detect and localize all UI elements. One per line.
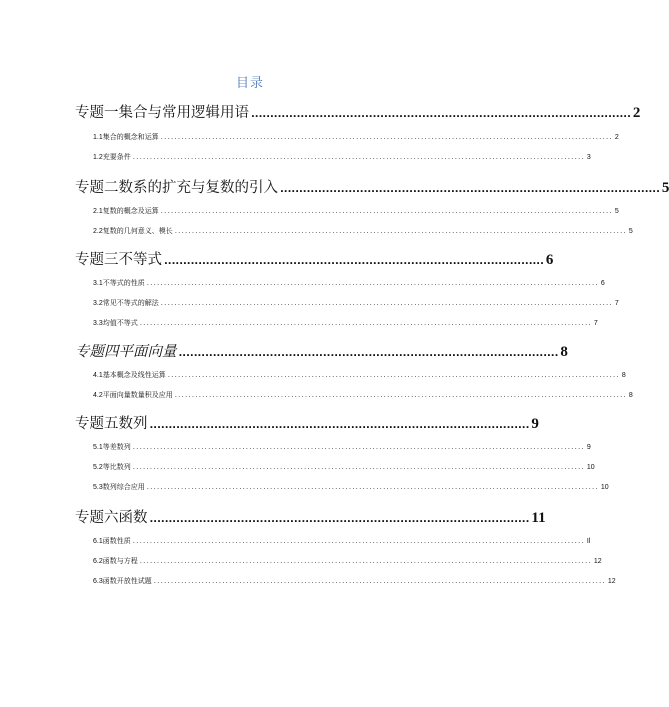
section-page-number: 12 (607, 578, 616, 585)
section-title: 平面向量数量积及应用 (102, 391, 173, 399)
chapter-title: 专题三不等式 (75, 252, 162, 268)
section-title: 等比数列 (102, 463, 131, 471)
section-title: 常见不等式的解法 (102, 299, 159, 307)
toc-section-4-2[interactable] (75, 390, 633, 400)
section-number: 4.1 (93, 372, 103, 379)
toc-section-1-2[interactable] (75, 152, 591, 162)
toc-section-5-1[interactable] (75, 442, 591, 452)
dot-leader: .................................................................................................................................... (146, 279, 599, 287)
chapter-title: 专题四平面向量 (75, 344, 177, 360)
section-page-number: 10 (600, 484, 609, 491)
dot-leader: .................................................................................................................................... (139, 319, 592, 327)
toc-section-4-1[interactable] (75, 370, 626, 380)
section-number: 6.2 (93, 558, 103, 565)
section-title: 函数与方程 (102, 557, 138, 565)
dot-leader: .................................................................................................................................... (132, 153, 585, 161)
section-number: 3.3 (93, 320, 103, 327)
section-number: 2.1 (93, 208, 103, 215)
dot-leader: .................................................................................................................................... (153, 577, 606, 585)
section-title: 均值不等式 (102, 319, 138, 327)
section-title: 基本概念及线性运算 (102, 371, 166, 379)
dot-leader: .................................................................................................................................... (174, 391, 627, 399)
dot-leader: .................................................................................................... (149, 420, 530, 431)
dot-leader: .................................................................................................................................... (132, 463, 585, 471)
chapter-page-number: 9 (531, 416, 539, 432)
toc-chapter-5[interactable] (75, 412, 539, 433)
chapter-page-number: 11 (531, 510, 546, 526)
toc-section-3-3[interactable] (75, 318, 598, 328)
dot-leader: .................................................................................................... (164, 256, 544, 267)
toc-chapter-1[interactable] (75, 101, 641, 122)
section-title: 充要条件 (102, 153, 131, 161)
toc-section-5-3[interactable] (75, 482, 609, 492)
dot-leader: .................................................................................................................................... (174, 227, 627, 235)
toc-chapter-3[interactable] (75, 248, 554, 269)
toc-section-1-1[interactable] (75, 132, 619, 142)
section-number: 5.3 (93, 484, 103, 491)
section-title: 等差数列 (102, 443, 131, 451)
section-title: 函数开放性试题 (102, 577, 152, 585)
section-title: 数列综合应用 (102, 483, 145, 491)
dot-leader: .................................................................................................................................... (132, 537, 585, 545)
section-page-number: 7 (593, 320, 598, 327)
toc-section-2-2[interactable] (75, 226, 633, 236)
section-number: 1.1 (93, 134, 103, 141)
section-number: 5.1 (93, 444, 103, 451)
dot-leader: .................................................................................................................................... (167, 371, 620, 379)
chapter-page-number: 6 (545, 252, 554, 268)
section-page-number: 7 (614, 300, 619, 307)
dot-leader: .................................................................................................... (149, 514, 530, 525)
section-title: 函数性质 (102, 537, 131, 545)
chapter-title: 专题二数系的扩充与复数的引入 (75, 180, 278, 196)
dot-leader: .................................................................................................................................... (146, 483, 599, 491)
section-number: 3.2 (93, 300, 103, 307)
section-page-number: 9 (586, 444, 591, 451)
section-title: 不等式的性质 (102, 279, 145, 287)
dot-leader: .................................................................................................................................... (139, 557, 592, 565)
chapter-page-number: 5 (661, 180, 669, 196)
chapter-title: 专题五数列 (75, 416, 148, 432)
toc-title: 目录 (235, 76, 264, 91)
toc-chapter-6[interactable] (75, 506, 546, 527)
section-page-number: 5 (614, 208, 619, 215)
dot-leader: .................................................................................................... (178, 348, 559, 359)
toc-section-6-1[interactable] (75, 536, 591, 546)
section-title: 集合的概念和运算 (102, 133, 159, 141)
toc-section-2-1[interactable] (75, 206, 619, 216)
chapter-page-number: 8 (560, 344, 568, 360)
section-page-number: 10 (586, 464, 595, 471)
toc-section-5-2[interactable] (75, 462, 595, 472)
section-page-number: 6 (600, 280, 605, 287)
toc-chapter-4[interactable] (75, 340, 568, 361)
toc-section-3-2[interactable] (75, 298, 619, 308)
section-number: 5.2 (93, 464, 103, 471)
toc-section-3-1[interactable] (75, 278, 605, 288)
section-title: 复数的几何意义、模长 (102, 227, 173, 235)
section-page-number: 2 (614, 134, 619, 141)
chapter-title: 专题六函数 (75, 510, 148, 526)
section-number: 6.3 (93, 578, 103, 585)
dot-leader: .................................................................................................... (280, 184, 660, 195)
dot-leader: .................................................................................................................................... (160, 299, 613, 307)
section-page-number: 3 (586, 154, 591, 161)
section-number: 4.2 (93, 392, 103, 399)
dot-leader: .................................................................................................................................... (160, 207, 613, 215)
toc-chapter-2[interactable] (75, 176, 669, 197)
toc-section-6-2[interactable] (75, 556, 602, 566)
section-page-number: Il (586, 538, 591, 545)
chapter-page-number: 2 (632, 105, 641, 121)
section-number: 6.1 (93, 538, 103, 545)
section-page-number: 8 (628, 392, 633, 399)
section-number: 1.2 (93, 154, 103, 161)
dot-leader: .................................................................................................................................... (160, 133, 613, 141)
section-page-number: 8 (621, 372, 626, 379)
section-page-number: 12 (593, 558, 602, 565)
section-number: 2.2 (93, 228, 103, 235)
chapter-title: 专题一集合与常用逻辑用语 (75, 105, 249, 121)
section-title: 复数的概念及运算 (102, 207, 159, 215)
toc-section-6-3[interactable] (75, 576, 616, 586)
dot-leader: .................................................................................................... (251, 109, 631, 120)
section-page-number: 5 (628, 228, 633, 235)
dot-leader: .................................................................................................................................... (132, 443, 585, 451)
section-number: 3.1 (93, 280, 103, 287)
